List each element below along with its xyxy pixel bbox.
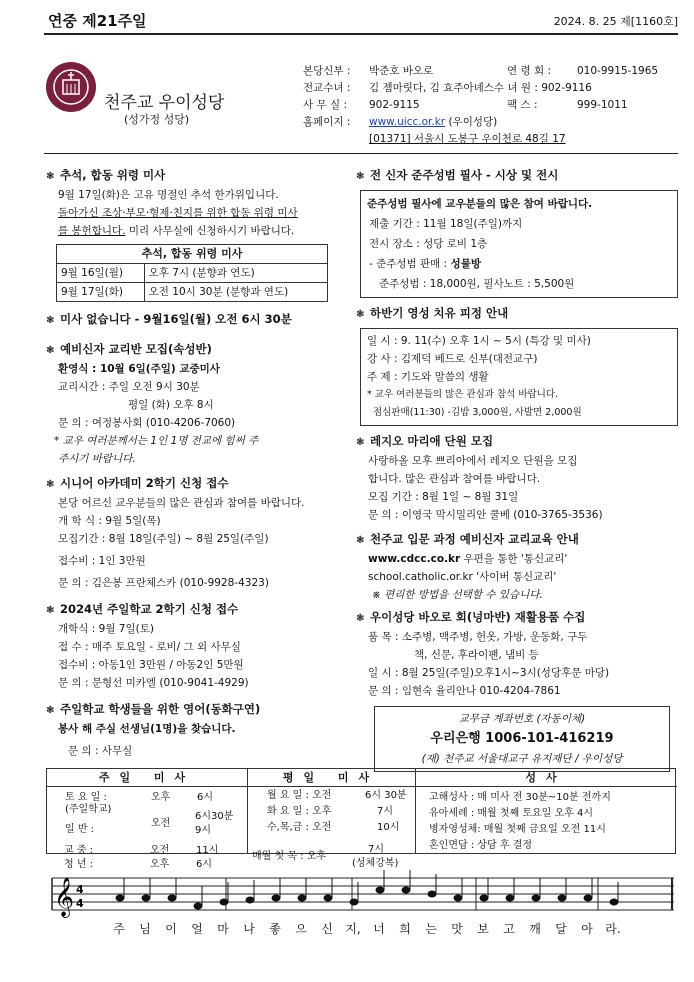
lyric-syllable: 지, — [345, 922, 361, 936]
music-note — [428, 891, 436, 897]
donation-account-box: 교무금 계좌번호 (자동이체) 우리은행 1006-101-416219 (재) 천주교 서울대교구 유지재단 / 우이성당 — [374, 706, 670, 772]
header-rule — [44, 33, 678, 35]
lyric-syllable: 맛 — [451, 922, 463, 936]
music-note — [220, 899, 228, 905]
music-note — [194, 903, 202, 909]
lyric-syllable: 보 — [477, 922, 489, 936]
music-note — [506, 895, 514, 901]
time-signature-top: 4 — [76, 883, 84, 896]
music-note — [246, 897, 254, 903]
lyric-syllable: 희 — [399, 922, 411, 936]
flower-icon: ❃ — [356, 613, 365, 624]
retreat-box: 일 시 : 9. 11(수) 오후 1시 ~ 5시 (특강 및 미사) 강 사 : 김제덕 베드로 신부(대전교구) 주 제 : 기도와 말씀의 생활 * 교우 여러분들의 많은 관심과 참석 바랍니다. 점심판매(11:30) -김밥 3,000원, 사발면 2,000원 — [360, 328, 678, 426]
lyric-syllable: 달 — [555, 922, 567, 936]
flower-icon: ❃ — [46, 171, 55, 182]
music-note — [272, 895, 280, 901]
mass-schedule-table: 주일 미사 평일 미사 성사 토 요 일 : 오후 6시 (주일학교) 일 반 : 오전 6시30분 9시 월 요 일 : 오전 6시 30분 화 요 일 : 오후 7시 수,목,금 : 오전 10시 고해성사 : 매 미사 전 30분~10분 전까지 유아세례 : 매월 첫째 토요일 오후 4시 병자영성체: 매월 첫째 금요일 오전 11시 혼인면담 : 상담 후 결정 — [46, 768, 676, 854]
copying-contest-box: 준주성범 필사에 교우분들의 많은 참여 바랍니다. 제출 기간 : 11월 18일(주일)까지 전시 장소 : 성당 로비 1층 - 준주성범 판매 : 성물방 준주성범 : 18,000원, 필사노트 : 5,500원 — [360, 190, 678, 298]
church-emblem-icon — [46, 62, 96, 112]
lyric-syllable: 는 — [425, 922, 437, 936]
flower-icon: ❃ — [46, 315, 55, 326]
lyric-syllable: 으 — [295, 922, 307, 936]
music-note — [116, 895, 124, 901]
lyric-syllable: 아 — [581, 922, 593, 936]
music-note — [610, 899, 618, 905]
music-note — [532, 895, 540, 901]
flower-icon: ❃ — [46, 705, 55, 716]
lyric-syllable: 마 — [217, 922, 229, 936]
lyric-syllable: 님 — [139, 922, 151, 936]
music-note — [584, 895, 592, 901]
section-title: ❃ 추석, 합동 위령 미사 — [46, 166, 338, 186]
hymn-music-staff — [46, 862, 676, 938]
lyric-syllable: 좋 — [269, 922, 281, 936]
flower-icon: ❃ — [46, 479, 55, 490]
chuseok-mass-table: 추석, 합동 위령 미사 9월 16일(월) 오후 7시 (분향과 연도) 9월 17일(화) 오전 10시 30분 (분향과 연도) — [56, 244, 328, 302]
header-divider — [44, 153, 678, 154]
flower-icon: ❃ — [46, 605, 55, 616]
right-column: ❃ 전 신자 준주성범 필사 - 시상 및 전시 준주성범 필사에 교우분들의 많은 참여 바랍니다. 제출 기간 : 11월 18일(주일)까지 전시 장소 : 성당 로비 1층 - 준주성범 판매 : 성물방 준주성범 : 18,000원, 필사노트 : 5,500원 ❃ 하반기 영성 치유 피정 안내 일 시 : 9. 11(수) 오후 1시 ~ 5시 (특강 및 미사) 강 사 : 김제덕 베드로 신부(대전교구) 주 제 : 기도와 말씀의 생활 * 교우 여러분들의 많은 관심과 참석 바랍니다. 점심판매(11:30) -김밥 3,000원, 사발면 2,000원 ❃ 레지오 마리애 단원 모집 사랑하올 모후 쁘리아에서 레지오 단원을 모집 합니다. 많은 관심과 참여를 바랍니다. 모집 기간 : 8월 1일 ~ 8월 31일 문 의 : 이영국 막시밀리안 쿨베 (010-3765-3536) ❃ 천주교 입문 과정 예비신자 교리교육 안내 www.cdcc.co.kr 우편을 통한 '통신교리' school.catholic.or.kr '사이버 통신교리' ※ 편리한 방법을 선택할 수 있습니다. ❃ 우이성당 바오로 회(넝마반) 재활용품 수집 품 목 : 소주병, 맥주병, 헌옷, 가방, 운동화, 구두 책, 신문, 후라이팬, 냄비 등 일 시 : 8월 25일(주일)오후1시~3시(성당후문 마당) 문 의 : 임현숙 율리안나 010-4204-7861 교무금 계좌번호 (자동이체) 우리은행 1006-101-416219 (재) 천주교 서울대교구 유지재단 / 우이성당 — [356, 160, 678, 772]
lyric-syllable: 이 — [165, 922, 177, 936]
church-subtitle: (성가정 성당) — [124, 113, 190, 126]
music-note — [142, 895, 150, 901]
lyric-syllable: 라. — [605, 922, 621, 936]
bulletin-date-issue: 2024. 8. 25 제[1160호] — [553, 15, 678, 28]
lyric-syllable: 깨 — [529, 922, 541, 936]
left-column: ❃ 추석, 합동 위령 미사 9월 17일(화)은 고유 명절인 추석 한가위입니다. 돌아가신 조상·부모·형제·친지를 위한 합동 위령 미사 를 봉헌합니다. 미리 사무실에 신청하시기 바랍니다. 추석, 합동 위령 미사 9월 16일(월) 오후 7시 (분향과 연도) 9월 17일(화) 오전 10시 30분 (분향과 연도) ❃ 미사 없습니다 - 9월16일(월) 오전 6시 30분 ❃ 예비신자 교리반 모집(속성반) 환영식 : 10월 6일(주일) 교중미사 교리시간 : 주일 오전 9시 30분 평일 (화) 오후 8시 문 의 : 여정봉사회 (010-4206-7060) * 교우 여러분께서는 1인 1명 전교에 힘써 주 주시기 바랍니다. ❃ 시니어 아카데미 2학기 신청 접수 본당 어르신 교우분들의 많은 관심과 참여를 바랍니다. 개 학 식 : 9월 5일(목) 모집기간 : 8월 18일(주일) ~ 8월 25일(주일) 접수비 : 1인 3만원 문 의 : 김은봉 프란체스카 (010-9928-4323) ❃ 2024년 주일학교 2학기 신청 접수 개학식 : 9월 7일(토) 접 수 : 매주 토요일 - 로비/ 그 외 사무실 접수비 : 아동1인 3만원 / 아동2인 5만원 문 의 : 문형선 미카엘 (010-9041-4929) ❃ 주일학교 학생들을 위한 영어(동화구연) 봉사 해 주실 선생님(1명)을 찾습니다. 문 의 : 사무실 — [46, 160, 338, 760]
flower-icon: ❃ — [356, 171, 365, 182]
lyric-syllable: 주 — [113, 922, 125, 936]
church-name: 천주교 우이성당 — [104, 93, 225, 113]
music-note — [454, 895, 462, 901]
music-note — [324, 895, 332, 901]
music-note — [350, 899, 358, 905]
church-logo — [46, 62, 96, 112]
flower-icon: ❃ — [356, 535, 365, 546]
lyric-syllable: 너 — [373, 922, 385, 936]
hymn-lyrics — [106, 920, 666, 937]
homepage-link[interactable]: www.uicc.or.kr — [369, 116, 446, 128]
contact-info: 본당신부 : 박준호 바오로 연 령 회 : 010-9915-1965 전교수녀 : 김 젬마릿다, 김 효주아녜스수 녀 원 : 902-9116 사 무 실 : 902-9115 팩 스 : 999-1011 홈페이지 : www.uicc.or.kr (우이성당) [01371] 서울시 도봉구 우이천로 48길 17 — [303, 65, 659, 145]
lyric-syllable: 고 — [503, 922, 515, 936]
lyric-syllable: 얼 — [191, 922, 203, 936]
lyric-syllable: 나 — [243, 922, 255, 936]
music-note — [558, 895, 566, 901]
time-signature-bottom: 4 — [76, 897, 84, 910]
flower-icon: ❃ — [46, 345, 55, 356]
lyric-syllable: 신 — [321, 922, 333, 936]
music-note — [298, 895, 306, 901]
music-note — [168, 895, 176, 901]
music-note — [402, 887, 410, 893]
flower-icon: ❃ — [356, 309, 365, 320]
music-note — [376, 887, 384, 893]
music-note — [480, 895, 488, 901]
treble-clef-icon: 𝄞 — [54, 877, 75, 917]
bulletin-week-title: 연중 제21주일 — [48, 12, 147, 30]
flower-icon: ❃ — [356, 437, 365, 448]
